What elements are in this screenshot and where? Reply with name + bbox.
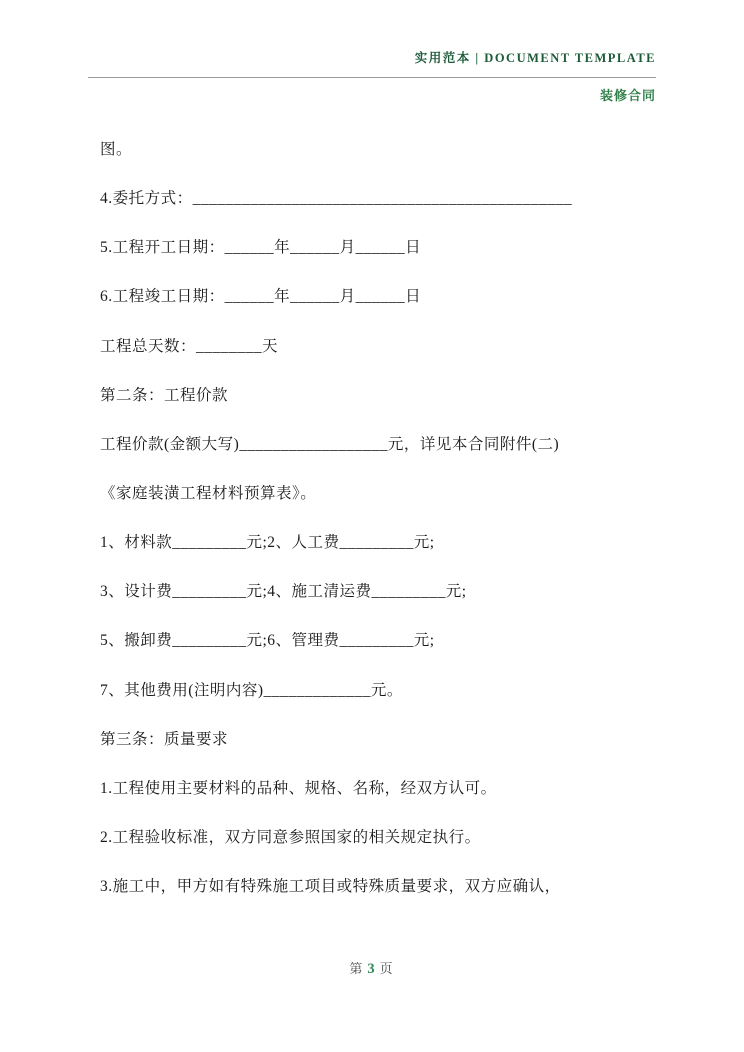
doc-title: 装修合同: [599, 88, 656, 103]
page-number-prefix: 第: [349, 961, 365, 976]
heading-article-3: 第三条：质量要求: [100, 730, 229, 748]
page-header: [88, 0, 656, 104]
document-body: [100, 140, 644, 897]
paragraph-figure-end: 图。: [100, 141, 133, 158]
page-number-suffix: 页: [379, 961, 395, 976]
paragraph-quality-3: 3.施工中，甲方如有特殊施工项目或特殊质量要求，双方应确认，: [100, 878, 561, 896]
page-number: 3: [367, 961, 377, 977]
paragraph-fees-7: 7、其他费用(注明内容)_____________元。: [100, 681, 403, 699]
header-divider: [88, 77, 656, 78]
paragraph-fees-5-6: 5、搬卸费_________元;6、管理费_________元;: [100, 632, 435, 650]
paragraph-quality-1: 1.工程使用主要材料的品种、规格、名称，经双方认可。: [100, 779, 497, 797]
paragraph-finish-date: 6.工程竣工日期：______年______月______日: [100, 288, 422, 306]
paragraph-start-date: 5.工程开工日期：______年______月______日: [100, 239, 422, 257]
paragraph-total-days: 工程总天数：________天: [100, 337, 279, 355]
paragraph-budget-table-ref: 《家庭装潢工程材料预算表》。: [100, 484, 317, 502]
paragraph-fees-1-2: 1、材料款_________元;2、人工费_________元;: [100, 534, 435, 552]
heading-article-2: 第二条：工程价款: [100, 386, 229, 404]
paragraph-project-price: 工程价款(金额大写)__________________元，详见本合同附件(二): [100, 435, 560, 453]
page-footer: [0, 958, 744, 978]
brand-text: 实用范本 | DOCUMENT TEMPLATE: [414, 51, 656, 65]
paragraph-entrust-method: 4.委托方式：______________________________________________: [100, 190, 573, 208]
paragraph-fees-3-4: 3、设计费_________元;4、施工清运费_________元;: [100, 583, 467, 601]
paragraph-quality-2: 2.工程验收标准，双方同意参照国家的相关规定执行。: [100, 828, 481, 846]
